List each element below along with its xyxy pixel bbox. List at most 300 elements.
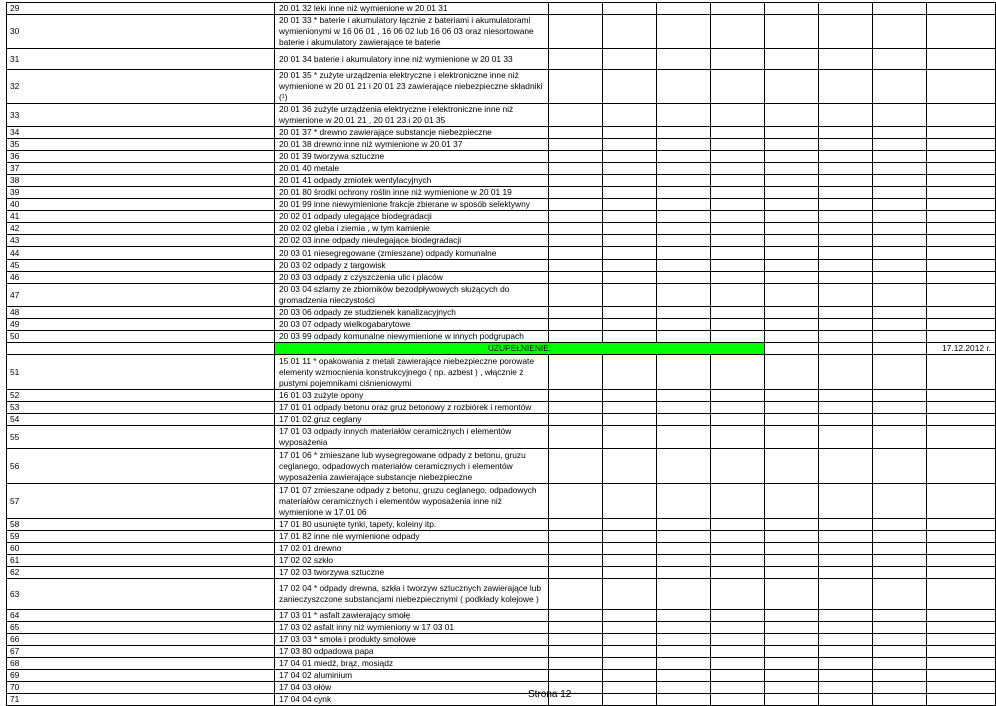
empty-cell <box>711 390 765 402</box>
empty-cell <box>873 670 927 682</box>
table-row <box>7 402 996 414</box>
empty-cell <box>873 449 927 484</box>
empty-cell <box>819 260 873 272</box>
empty-cell <box>603 49 657 70</box>
waste-description: 17 01 02 gruz ceglany <box>275 414 549 426</box>
empty-cell <box>765 555 819 567</box>
row-number: 33 <box>7 104 275 127</box>
row-number: 37 <box>7 163 275 175</box>
empty-cell <box>819 658 873 670</box>
empty-cell <box>765 331 819 343</box>
empty-cell <box>657 260 711 272</box>
empty-cell <box>873 319 927 331</box>
empty-cell <box>711 531 765 543</box>
supplement-row <box>7 343 996 355</box>
empty-cell <box>873 567 927 579</box>
waste-description: 15 01 11 * opakowania z metali zawierające niebezpieczne porowate elementy wzmocnienia konstrukcyjnego ( np. azbest ) , włącznie z pustymi pojemnikami ciśnieniowymi <box>275 355 549 390</box>
row-number: 54 <box>7 414 275 426</box>
empty-cell <box>657 199 711 211</box>
empty-cell <box>549 139 603 151</box>
empty-cell <box>873 402 927 414</box>
table-row <box>7 610 996 622</box>
empty-cell <box>765 49 819 70</box>
empty-cell <box>549 484 603 519</box>
row-number: 34 <box>7 127 275 139</box>
row-number: 71 <box>7 694 275 706</box>
table-row <box>7 3 996 15</box>
empty-cell <box>765 355 819 390</box>
empty-cell <box>549 426 603 449</box>
row-number: 42 <box>7 223 275 235</box>
empty-cell <box>765 449 819 484</box>
empty-cell <box>873 127 927 139</box>
row-number: 55 <box>7 426 275 449</box>
waste-description: 17 03 80 odpadowa papa <box>275 646 549 658</box>
empty-cell <box>873 272 927 284</box>
empty-cell <box>765 284 819 307</box>
empty-cell <box>549 646 603 658</box>
empty-cell <box>711 104 765 127</box>
empty-cell <box>819 484 873 519</box>
empty-cell <box>873 531 927 543</box>
empty-cell <box>711 543 765 555</box>
empty-cell <box>711 211 765 223</box>
row-number: 48 <box>7 307 275 319</box>
empty-cell <box>927 307 996 319</box>
empty-cell <box>927 151 996 163</box>
empty-cell <box>765 307 819 319</box>
row-number: 51 <box>7 355 275 390</box>
empty-cell <box>657 151 711 163</box>
empty-cell <box>927 449 996 484</box>
row-number: 65 <box>7 622 275 634</box>
empty-cell <box>711 567 765 579</box>
empty-cell <box>711 402 765 414</box>
empty-cell <box>603 187 657 199</box>
empty-cell <box>549 163 603 175</box>
waste-description: 20 02 01 odpady ulegające biodegradacji <box>275 211 549 223</box>
empty-cell <box>549 284 603 307</box>
waste-description: 20 03 04 szlamy ze zbiorników bezodpływowych służących do gromadzenia nieczystości <box>275 284 549 307</box>
empty-cell <box>765 531 819 543</box>
empty-cell <box>873 247 927 260</box>
empty-cell <box>711 555 765 567</box>
empty-cell <box>927 658 996 670</box>
empty-cell <box>657 15 711 49</box>
empty-cell <box>765 414 819 426</box>
empty-cell <box>873 235 927 247</box>
empty-cell <box>873 622 927 634</box>
empty-cell <box>603 127 657 139</box>
empty-cell <box>711 414 765 426</box>
empty-cell <box>873 331 927 343</box>
waste-description: 20 01 33 * baterie i akumulatory łącznie z bateriami i akumulatorami wymienionymi w 16 06 01 , 16 06 02 lub 16 06 03 oraz niesortowane baterie i akumulatory zawierające te baterie <box>275 15 549 49</box>
empty-cell <box>873 284 927 307</box>
empty-cell <box>927 175 996 187</box>
waste-description: 17 01 80 usunięte tynki, tapety, koleiny itp. <box>275 519 549 531</box>
row-number: 30 <box>7 15 275 49</box>
empty-cell <box>765 175 819 187</box>
empty-cell <box>927 610 996 622</box>
empty-cell <box>927 247 996 260</box>
row-number: 39 <box>7 187 275 199</box>
table-row <box>7 543 996 555</box>
empty-cell <box>603 484 657 519</box>
empty-cell <box>603 175 657 187</box>
empty-cell <box>549 355 603 390</box>
waste-description: 17 02 02 szkło <box>275 555 549 567</box>
empty-cell <box>927 355 996 390</box>
empty-cell <box>657 484 711 519</box>
empty-cell <box>711 70 765 104</box>
empty-cell <box>873 355 927 390</box>
row-number: 56 <box>7 449 275 484</box>
waste-description: 20 01 38 drewno inne niż wymienione w 20 01 37 <box>275 139 549 151</box>
empty-cell <box>765 646 819 658</box>
empty-cell <box>549 260 603 272</box>
empty-cell <box>765 260 819 272</box>
empty-cell <box>873 555 927 567</box>
empty-cell <box>657 634 711 646</box>
table-row <box>7 449 996 484</box>
empty-cell <box>711 658 765 670</box>
empty-cell <box>819 426 873 449</box>
empty-cell <box>819 175 873 187</box>
empty-cell <box>927 223 996 235</box>
empty-cell <box>819 187 873 199</box>
waste-description: 20 01 37 * drewno zawierające substancje niebezpieczne <box>275 127 549 139</box>
empty-cell <box>549 211 603 223</box>
empty-cell <box>711 151 765 163</box>
empty-cell <box>765 658 819 670</box>
empty-cell <box>927 531 996 543</box>
table-row <box>7 199 996 211</box>
empty-cell <box>711 426 765 449</box>
empty-cell <box>927 3 996 15</box>
empty-cell <box>927 139 996 151</box>
empty-cell <box>549 567 603 579</box>
empty-cell <box>765 70 819 104</box>
row-number: 61 <box>7 555 275 567</box>
row-number: 69 <box>7 670 275 682</box>
empty-cell <box>711 331 765 343</box>
empty-cell <box>657 223 711 235</box>
empty-cell <box>603 70 657 104</box>
empty-cell <box>765 670 819 682</box>
empty-cell <box>819 355 873 390</box>
empty-cell <box>549 579 603 610</box>
empty-cell <box>711 682 765 694</box>
empty-cell <box>873 579 927 610</box>
empty-cell <box>873 426 927 449</box>
empty-cell <box>711 610 765 622</box>
empty-cell <box>927 70 996 104</box>
empty-cell <box>927 49 996 70</box>
supplement-date: 17.12.2012 r. <box>927 343 996 355</box>
waste-description: 17 04 03 ołów <box>275 682 549 694</box>
empty-cell <box>603 634 657 646</box>
empty-cell <box>657 284 711 307</box>
empty-cell <box>603 426 657 449</box>
empty-cell <box>765 519 819 531</box>
table-row <box>7 484 996 519</box>
row-number: 57 <box>7 484 275 519</box>
empty-cell <box>873 646 927 658</box>
empty-cell <box>765 187 819 199</box>
empty-cell <box>765 402 819 414</box>
empty-cell <box>549 531 603 543</box>
empty-cell <box>603 682 657 694</box>
table-row <box>7 622 996 634</box>
empty-cell <box>657 622 711 634</box>
empty-cell <box>819 390 873 402</box>
table-row <box>7 331 996 343</box>
empty-cell <box>711 694 765 706</box>
empty-cell <box>657 247 711 260</box>
empty-cell <box>927 402 996 414</box>
empty-cell <box>657 449 711 484</box>
empty-cell <box>549 3 603 15</box>
table-row <box>7 355 996 390</box>
row-number: 60 <box>7 543 275 555</box>
empty-cell <box>927 127 996 139</box>
empty-cell <box>603 235 657 247</box>
table-row <box>7 139 996 151</box>
empty-cell <box>819 307 873 319</box>
empty-cell <box>603 223 657 235</box>
waste-description: 16 01 03 zużyte opony <box>275 390 549 402</box>
row-number: 45 <box>7 260 275 272</box>
empty-cell <box>927 187 996 199</box>
empty-cell <box>819 449 873 484</box>
empty-cell <box>873 49 927 70</box>
empty-cell <box>765 3 819 15</box>
empty-cell <box>549 543 603 555</box>
empty-cell <box>711 484 765 519</box>
empty-cell <box>603 104 657 127</box>
empty-cell <box>927 484 996 519</box>
row-number: 49 <box>7 319 275 331</box>
empty-cell <box>711 139 765 151</box>
empty-cell <box>927 519 996 531</box>
empty-cell <box>819 682 873 694</box>
row-number: 70 <box>7 682 275 694</box>
empty-cell <box>549 402 603 414</box>
waste-description: 20 02 03 inne odpady nieulegające biodegradacji <box>275 235 549 247</box>
empty-cell <box>819 15 873 49</box>
waste-description: 20 03 07 odpady wielkogabarytowe <box>275 319 549 331</box>
empty-cell <box>711 247 765 260</box>
table-row <box>7 15 996 49</box>
empty-cell <box>711 670 765 682</box>
empty-cell <box>873 70 927 104</box>
empty-cell <box>927 567 996 579</box>
empty-cell <box>711 634 765 646</box>
waste-description: 17 02 04 * odpady drewna, szkła i tworzyw sztucznych zawierające lub zanieczyszczone substancjami niebezpiecznymi ( podkłady kolejowe ) <box>275 579 549 610</box>
empty-cell <box>657 567 711 579</box>
empty-cell <box>711 187 765 199</box>
waste-description: 20 01 35 * zużyte urządzenia elektryczne i elektroniczne inne niż wymienione w 20 01 21 i 20 01 23 zawierające niebezpieczne składniki (¹) <box>275 70 549 104</box>
empty-cell <box>873 260 927 272</box>
empty-cell <box>927 579 996 610</box>
empty-cell <box>819 70 873 104</box>
waste-description: 20 03 06 odpady ze studzienek kanalizacyjnych <box>275 307 549 319</box>
empty-cell <box>873 543 927 555</box>
empty-cell <box>765 127 819 139</box>
empty-cell <box>549 175 603 187</box>
empty-cell <box>549 319 603 331</box>
empty-cell <box>603 694 657 706</box>
table-row <box>7 319 996 331</box>
waste-description: 20 01 41 odpady zmiotek wentylacyjnych <box>275 175 549 187</box>
empty-cell <box>819 127 873 139</box>
empty-cell <box>711 163 765 175</box>
empty-cell <box>549 414 603 426</box>
waste-description: 17 02 03 tworzywa sztuczne <box>275 567 549 579</box>
empty-cell <box>603 272 657 284</box>
row-number: 63 <box>7 579 275 610</box>
empty-cell <box>711 127 765 139</box>
waste-description: 17 01 03 odpady innych materiałów ceramicznych i elementów wyposażenia <box>275 426 549 449</box>
empty-cell <box>603 355 657 390</box>
empty-cell <box>927 284 996 307</box>
empty-cell <box>549 331 603 343</box>
empty-cell <box>657 355 711 390</box>
empty-cell <box>711 579 765 610</box>
empty-cell <box>765 484 819 519</box>
empty-cell <box>657 139 711 151</box>
empty-cell <box>765 163 819 175</box>
empty-cell <box>765 390 819 402</box>
table-row <box>7 223 996 235</box>
empty-cell <box>657 531 711 543</box>
empty-cell <box>711 260 765 272</box>
empty-cell <box>873 307 927 319</box>
empty-cell <box>927 272 996 284</box>
empty-cell <box>657 3 711 15</box>
empty-cell <box>549 223 603 235</box>
empty-cell <box>819 272 873 284</box>
empty-cell <box>819 104 873 127</box>
empty-cell <box>873 199 927 211</box>
row-number: 36 <box>7 151 275 163</box>
empty-cell <box>603 163 657 175</box>
row-number: 53 <box>7 402 275 414</box>
table-row <box>7 235 996 247</box>
empty-cell <box>549 235 603 247</box>
empty-cell <box>603 151 657 163</box>
table-row <box>7 658 996 670</box>
waste-description: 20 01 39 tworzywa sztuczne <box>275 151 549 163</box>
row-number: 68 <box>7 658 275 670</box>
empty-cell <box>765 426 819 449</box>
empty-cell <box>873 223 927 235</box>
row-number: 43 <box>7 235 275 247</box>
empty-cell <box>549 199 603 211</box>
empty-cell <box>927 319 996 331</box>
empty-cell <box>873 634 927 646</box>
empty-cell <box>765 199 819 211</box>
waste-description: 20 01 32 leki inne niż wymienione w 20 01 31 <box>275 3 549 15</box>
waste-description: 17 01 07 zmieszane odpady z betonu, gruzu ceglanego, odpadowych materiałów ceramicznych i elementów wyposażenia inne niż wymienione w 17 01 06 <box>275 484 549 519</box>
empty-cell <box>657 272 711 284</box>
empty-cell <box>603 646 657 658</box>
empty-cell <box>711 449 765 484</box>
empty-cell <box>711 199 765 211</box>
empty-cell <box>873 414 927 426</box>
empty-cell <box>819 610 873 622</box>
empty-cell <box>765 567 819 579</box>
row-number: 59 <box>7 531 275 543</box>
row-number: 52 <box>7 390 275 402</box>
table-row <box>7 670 996 682</box>
table-row <box>7 555 996 567</box>
empty-cell <box>657 163 711 175</box>
empty-cell <box>657 235 711 247</box>
empty-cell <box>765 622 819 634</box>
table-row <box>7 260 996 272</box>
empty-cell <box>657 646 711 658</box>
empty-cell <box>765 610 819 622</box>
table-row <box>7 127 996 139</box>
empty-cell <box>927 163 996 175</box>
empty-cell <box>549 519 603 531</box>
empty-cell <box>873 610 927 622</box>
empty-cell <box>819 670 873 682</box>
empty-cell <box>927 646 996 658</box>
empty-cell <box>549 70 603 104</box>
empty-cell <box>765 634 819 646</box>
empty-cell <box>873 682 927 694</box>
empty-cell <box>603 622 657 634</box>
empty-cell <box>819 622 873 634</box>
empty-cell <box>765 235 819 247</box>
row-number: 41 <box>7 211 275 223</box>
empty-cell <box>819 49 873 70</box>
waste-description: 17 04 04 cynk <box>275 694 549 706</box>
row-number: 50 <box>7 331 275 343</box>
row-number: 62 <box>7 567 275 579</box>
empty-cell <box>873 343 927 355</box>
empty-cell <box>657 694 711 706</box>
empty-cell <box>927 634 996 646</box>
table-row <box>7 49 996 70</box>
empty-cell <box>927 390 996 402</box>
empty-cell <box>711 272 765 284</box>
empty-cell <box>603 211 657 223</box>
empty-cell <box>603 3 657 15</box>
empty-cell <box>819 199 873 211</box>
empty-cell <box>657 658 711 670</box>
row-number: 67 <box>7 646 275 658</box>
empty-cell <box>711 519 765 531</box>
waste-description: 17 01 06 * zmieszane lub wysegregowane odpady z betonu, gruzu ceglanego, odpadowych materiałów ceramicznych i elementów wyposażenia zawierające substancje niebezpieczne <box>275 449 549 484</box>
waste-description: 20 01 80 środki ochrony roślin inne niż wymienione w 20 01 19 <box>275 187 549 199</box>
row-number: 44 <box>7 247 275 260</box>
empty-cell <box>873 484 927 519</box>
empty-cell <box>927 670 996 682</box>
empty-cell <box>711 355 765 390</box>
empty-cell <box>819 284 873 307</box>
empty-cell <box>765 139 819 151</box>
empty-cell <box>873 3 927 15</box>
empty-cell <box>765 694 819 706</box>
empty-cell <box>549 390 603 402</box>
waste-description: 17 01 01 odpady betonu oraz gruz betonowy z rozbiórek i remontów <box>275 402 549 414</box>
waste-description: 20 03 03 odpady z czyszczenia ulic i placów <box>275 272 549 284</box>
empty-cell <box>603 139 657 151</box>
empty-cell <box>927 211 996 223</box>
